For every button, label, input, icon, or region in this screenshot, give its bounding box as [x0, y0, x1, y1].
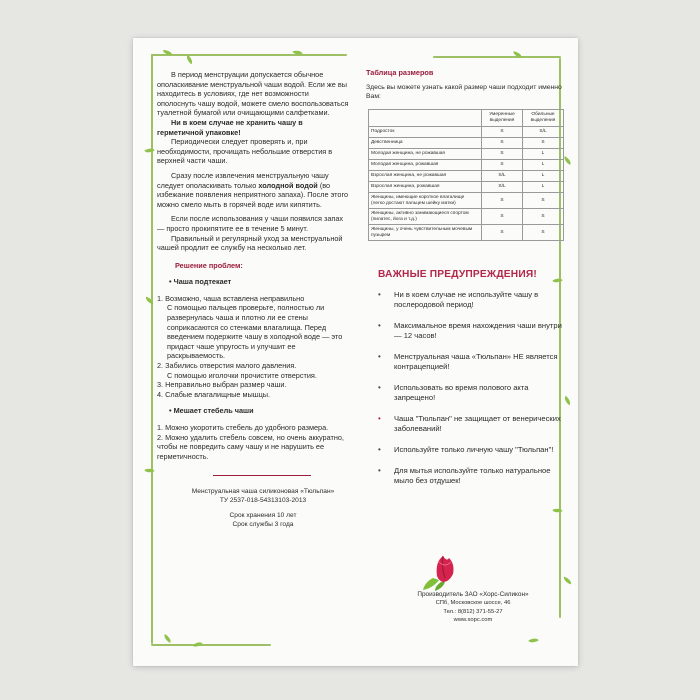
- leaf-icon: [144, 297, 154, 305]
- table-row: Девственница S S: [369, 138, 564, 149]
- leak-item: 4. Слабые влагалищные мышцы.: [157, 389, 271, 399]
- product-name: Менструальная чаша силиконовая «Тюльпан»: [191, 488, 335, 496]
- vine-right-top: [433, 56, 561, 58]
- warning-item: • Максимальное время нахождения чаши внутри — 12 часов!: [378, 321, 562, 340]
- leaf-icon: [144, 467, 154, 475]
- table-intro: Здесь вы можете узнать какой размер чаши подходит именно Вам:: [366, 84, 562, 100]
- vine-bottom: [151, 644, 271, 646]
- paragraph: Если после использования у чаши появился запах — просто прокипятите ее в течение 5 минут.: [157, 214, 344, 233]
- storage-life: Срок хранения 10 лет: [229, 512, 297, 520]
- leaf-icon: [192, 640, 202, 650]
- table-row: Молодая женщина, рожавшая S L: [369, 160, 564, 171]
- leaflet-sheet: [133, 38, 578, 666]
- bullet-icon: •: [378, 445, 381, 454]
- stem-title: • Мешает стебель чаши: [169, 406, 254, 416]
- problems-title: Решение проблем:: [175, 260, 243, 270]
- vine-top: [151, 54, 347, 56]
- table-row: Женщины, у очень чувствительным мочевым пузырем S S: [369, 225, 564, 241]
- leaf-icon: [562, 396, 572, 406]
- paragraph: В период менструации допускается обычное ополаскивание менструальной чаши водой. Если же вы находитесь в условиях, где нет возможности ополоснуть чашу водой, можете смело воспользоваться туалетной бумагой или очищающими салфетками.: [157, 70, 349, 118]
- table-row: Взрослая женщина, не рожавшая S/L L: [369, 171, 564, 182]
- left-column: [157, 70, 349, 529]
- manufacturer-website: www.xopc.com: [453, 617, 493, 624]
- leaf-icon: [144, 146, 154, 155]
- leak-item: 1. Возможно, чаша вставлена неправильно: [157, 293, 305, 303]
- leak-item-text: С помощью иголочки прочистите отверстия.: [167, 370, 317, 380]
- leaf-icon: [184, 55, 194, 65]
- leak-item: 3. Неправильно выбран размер чаши.: [157, 380, 287, 390]
- bullet-icon: •: [378, 290, 381, 299]
- divider: [213, 475, 311, 476]
- bullet-icon: •: [378, 414, 381, 423]
- leak-item: 2. Забились отверстия малого давления.: [157, 361, 297, 371]
- bullet-icon: •: [378, 383, 381, 392]
- paragraph: Правильный и регулярный уход за менструальной чашей продлит ее службу на несколько лет.: [157, 233, 343, 253]
- tulip-logo-icon: [421, 548, 465, 592]
- leaf-icon: [562, 577, 572, 585]
- product-spec: ТУ 2537-018-54313103-2013: [219, 496, 307, 504]
- table-row: Взрослая женщина, рожавшая S/L L: [369, 182, 564, 193]
- stem-item: 2. Можно удалить стебель совсем, но очень аккуратно, чтобы не повредить саму чашу и не нарушить ее герметичность.: [157, 432, 344, 461]
- manufacturer-phone: Тел.: 8(812) 371-55-27: [443, 608, 503, 615]
- table-row: Женщины, активно занимающиеся спортом (пилатес, йога и т.д.) S S: [369, 209, 564, 225]
- product-info: [157, 488, 349, 529]
- bullet-icon: •: [378, 466, 381, 475]
- table-header: Умеренные выделения: [482, 110, 523, 127]
- warning-item: • Использовать во время полового акта запрещено!: [378, 383, 529, 402]
- warning-item: • Менструальная чаша «Тюльпан» НЕ является контрацепцией!: [378, 352, 558, 371]
- leaf-icon: [528, 636, 538, 645]
- warning-item: • Чаша "Тюльпан" не защищает от венерических заболеваний!: [378, 414, 561, 433]
- storage-warning: Ни в коем случае не хранить чашу в герметичной упаковке!: [157, 117, 303, 137]
- bullet-icon: •: [378, 352, 381, 361]
- table-header: Обильные выделения: [523, 110, 564, 127]
- table-row: Женщины, имеющие короткое влагалище (легко достают пальцем шейку матки) S S: [369, 193, 564, 209]
- table-row: Молодая женщина, не рожавшая S L: [369, 149, 564, 160]
- manufacturer-name: Производитель ЗАО «Хорс-Силикон»: [417, 591, 529, 598]
- leaf-icon: [552, 507, 562, 515]
- leaf-icon: [162, 634, 172, 643]
- service-life: Срок службы 3 года: [232, 520, 294, 528]
- stem-item: 1. Можно укоротить стебель до удобного размера.: [157, 423, 329, 432]
- paragraph: Периодически следует проверять и, при необходимости, прочищать небольшие отверстия в верхней части чаши.: [157, 137, 333, 166]
- warning-item: • Используйте только личную чашу "Тюльпан"!: [378, 445, 554, 454]
- paragraph: Сразу после извлечения менструальную чашу следует ополаскивать только холодной водой (во избежание появления неприятного запаха). После этого можно смело мыть в горячей воде или кипятить.: [157, 170, 349, 209]
- table-row: Подросток S S/L: [369, 127, 564, 138]
- table-title: Таблица размеров: [366, 68, 434, 77]
- manufacturer-address: СПб, Московское шоссе, 46: [435, 600, 511, 607]
- leak-title: • Чаша подтекает: [169, 277, 232, 287]
- size-table: [368, 109, 564, 241]
- table-header-empty: [369, 110, 482, 127]
- leak-item-text: С помощью пальцев проверьте, полностью ли развернулась чаша и плотно ли ее стены соприкасаются со стенками влагалища. Перед введением подержите чашу в холодной воде — это придаст чаше упругость и улучшит ее раскрываемость.: [167, 303, 343, 361]
- manufacturer-info: [385, 591, 561, 625]
- warning-item: • Ни в коем случае не используйте чашу в послеродовой период!: [378, 290, 539, 309]
- vine-left: [151, 54, 153, 644]
- right-column: [366, 68, 562, 497]
- warnings-title: ВАЖНЫЕ ПРЕДУПРЕЖДЕНИЯ!: [378, 269, 537, 280]
- bullet-icon: •: [378, 321, 381, 330]
- warning-item: • Для мытья используйте только натуральное мыло без отдушек!: [378, 466, 551, 485]
